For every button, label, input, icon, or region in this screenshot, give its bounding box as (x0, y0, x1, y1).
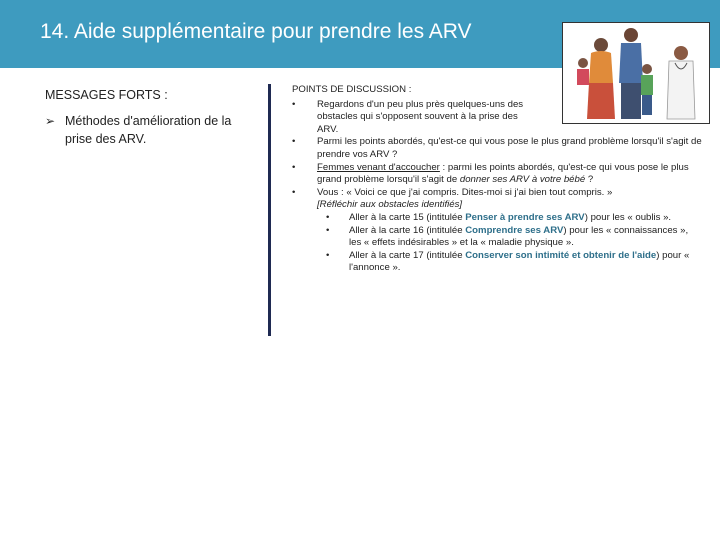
sub-bullet-text (349, 225, 702, 250)
column-divider (268, 84, 271, 336)
bullet-icon: • (326, 224, 330, 236)
key-messages-heading: MESSAGES FORTS : (45, 88, 168, 102)
key-messages (45, 88, 260, 148)
discussion-text: Regardons d'un peu plus près quelques-uns des obstacles qui s'opposent souvent à la prise des ARV. (317, 98, 524, 135)
sub-bullet (292, 250, 702, 275)
discussion-bullet (292, 136, 702, 161)
sub-bullet-text (349, 250, 702, 275)
discussion-text: Parmi les points abordés, qu'est-ce qui vous pose le plus grand problème lorsqu'il s'agit de prendre vos ARV ? (317, 136, 702, 160)
sub-bullet-text-part: Aller à la carte 17 (intitulée (349, 249, 466, 261)
card-17-link[interactable]: Conserver son intimité et obtenir de l'aide (465, 249, 657, 261)
card-16-link[interactable]: Comprendre ses ARV (465, 224, 564, 236)
postpartum-label: Femmes venant d'accoucher (317, 161, 440, 173)
discussion-heading: POINTS DE DISCUSSION : (292, 84, 412, 95)
discussion-text-part: Vous : « Voici ce que j'ai compris. Dites-moi si j'ai bien tout compris. » (317, 186, 613, 198)
sub-bullet (292, 225, 702, 250)
sub-bullet-text-part: ) pour les « connaissances », les « effets indésirables » et la « maladie physique ». (349, 224, 689, 249)
key-message-item (45, 112, 260, 148)
sub-bullet-text-part: Aller à la carte 15 (intitulée (349, 211, 466, 223)
discussion-bullet (292, 187, 702, 212)
page-title: 14. Aide supplémentaire pour prendre les ARV (40, 20, 472, 43)
discussion-points (292, 84, 702, 275)
sub-bullet-text-part: Aller à la carte 16 (intitulée (349, 224, 466, 236)
discussion-text-italic: donner ses ARV à votre bébé (459, 174, 586, 186)
sub-bullet-text-part: ) pour les « oublis ». (584, 211, 672, 223)
bullet-icon: • (326, 249, 330, 261)
discussion-bullet (292, 162, 702, 187)
card-15-link[interactable]: Penser à prendre ses ARV (465, 211, 585, 223)
discussion-text (317, 187, 702, 212)
sub-bullet (292, 212, 702, 225)
discussion-text-italic: [Réfléchir aux obstacles identifiés] (317, 199, 463, 211)
bullet-icon: • (326, 211, 330, 223)
discussion-text-part: : parmi les points abordés, qu'est-ce qui vous pose le plus grand problème lorsqu'il s'agit de (317, 161, 689, 186)
bullet-icon: • (292, 98, 296, 110)
key-message-text: Méthodes d'amélioration de la prise des ARV. (65, 114, 232, 146)
bullet-icon: • (292, 136, 296, 148)
bullet-icon: • (292, 186, 296, 198)
sub-bullet-text-part: ) pour « l'annonce ». (349, 249, 690, 274)
discussion-bullet (292, 99, 702, 137)
discussion-text-end: ? (585, 174, 594, 186)
sub-bullet-text (349, 212, 702, 225)
bullet-icon: • (292, 161, 296, 173)
arrow-bullet-icon: ➢ (45, 114, 56, 128)
discussion-text (317, 162, 702, 187)
